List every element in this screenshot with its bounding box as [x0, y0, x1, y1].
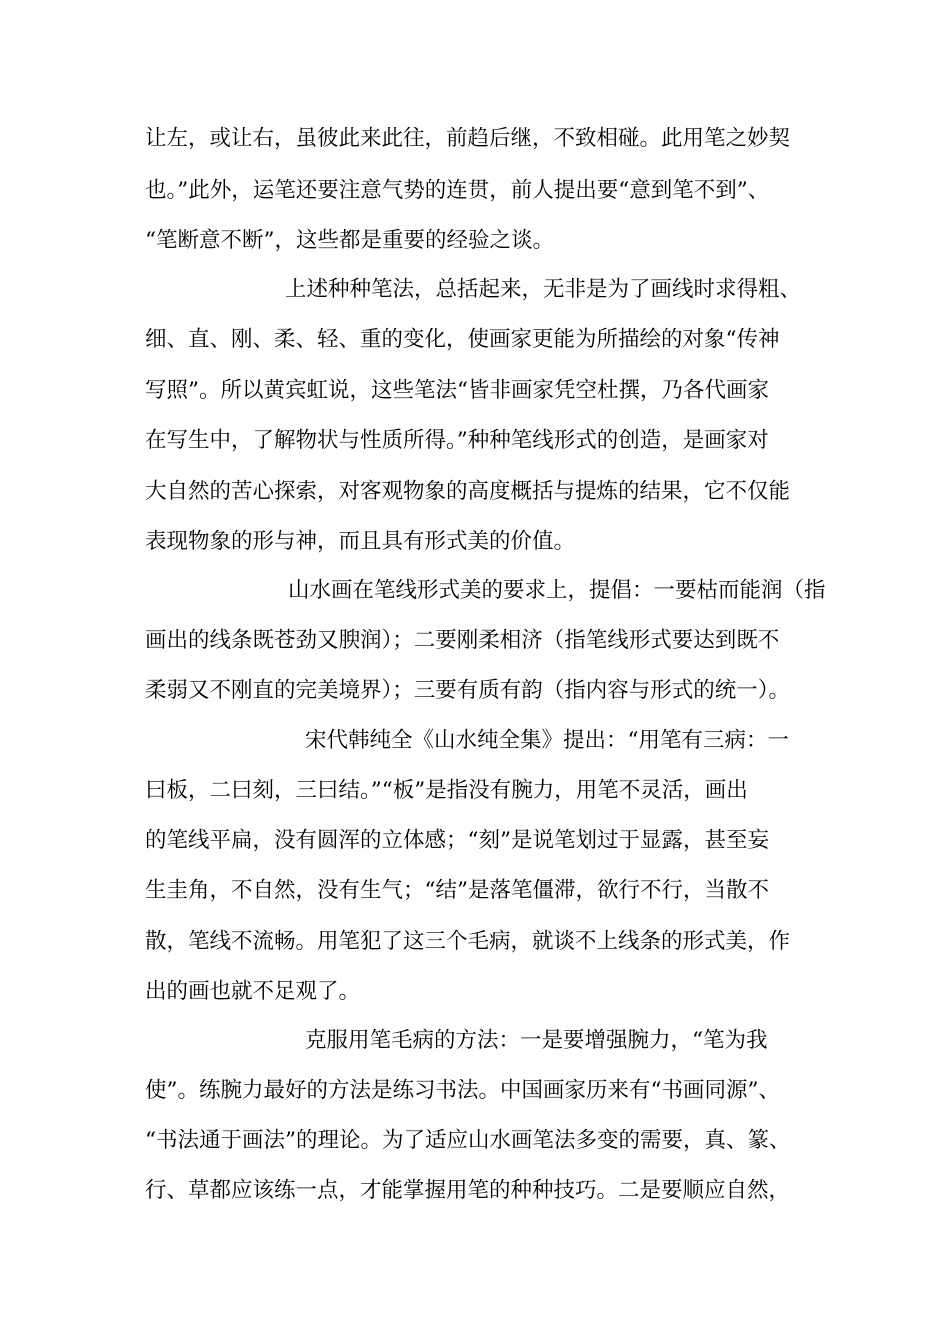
text-line: 也。”此外，运笔还要注意气势的连贯，前人提出要“意到笔不到”、 [145, 178, 770, 203]
text-line: 柔弱又不刚直的完美境界）；三要有质有韵（指内容与形式的统一）。 [145, 678, 791, 703]
text-line: 让左，或让右，虽彼此来此往，前趋后继，不致相碰。此用笔之妙契 [145, 126, 791, 151]
text-line: 出的画也就不足观了。 [145, 979, 361, 1004]
text-line: 写照”。所以黄宾虹说，这些笔法“皆非画家凭空杜撰，乃各代画家 [145, 378, 769, 403]
text-line: 画出的线条既苍劲又腴润）；二要刚柔相济（指笔线形式要达到既不 [145, 628, 780, 653]
text-line: 细、直、刚、柔、轻、重的变化，使画家更能为所描绘的对象“传神 [145, 327, 780, 352]
text-line: “书法通于画法”的理论。为了适应山水画笔法多变的需要，真、篆、 [145, 1128, 791, 1153]
paragraph-first-line: 山水画在笔线形式美的要求上，提倡：一要枯而能润（指 [288, 578, 826, 603]
text-line: 大自然的苦心探索，对客观物象的高度概括与提炼的结果，它不仅能 [145, 479, 791, 504]
text-line: 行、草都应该练一点，才能掌握用笔的种种技巧。二是要顺应自然， [145, 1178, 791, 1203]
paragraph-first-line: 克服用笔毛病的方法：一是要增强腕力，“笔为我 [305, 1028, 768, 1053]
text-line: 在写生中，了解物状与性质所得。”种种笔线形式的创造，是画家对 [145, 428, 769, 453]
text-line: 散，笔线不流畅。用笔犯了这三个毛病，就谈不上线条的形式美，作 [145, 929, 791, 954]
text-line: 曰板，二曰刻，三曰结。”“板”是指没有腕力，用笔不灵活，画出 [145, 778, 748, 803]
text-line: 生圭角，不自然，没有生气；“结”是落笔僵滞，欲行不行，当散不 [145, 878, 769, 903]
text-line: 表现物象的形与神，而且具有形式美的价值。 [145, 529, 576, 554]
paragraph-first-line: 宋代韩纯全《山水纯全集》提出：“用笔有三病：一 [305, 728, 789, 753]
text-line: 的笔线平扁，没有圆浑的立体感；“刻”是说笔划过于显露，甚至妄 [145, 828, 769, 853]
text-line: “笔断意不断”，这些都是重要的经验之谈。 [145, 228, 554, 253]
paragraph-first-line: 上述种种笔法，总括起来，无非是为了画线时求得粗、 [285, 277, 802, 302]
text-line: 使”。练腕力最好的方法是练习书法。中国画家历来有“书画同源”、 [145, 1078, 780, 1103]
